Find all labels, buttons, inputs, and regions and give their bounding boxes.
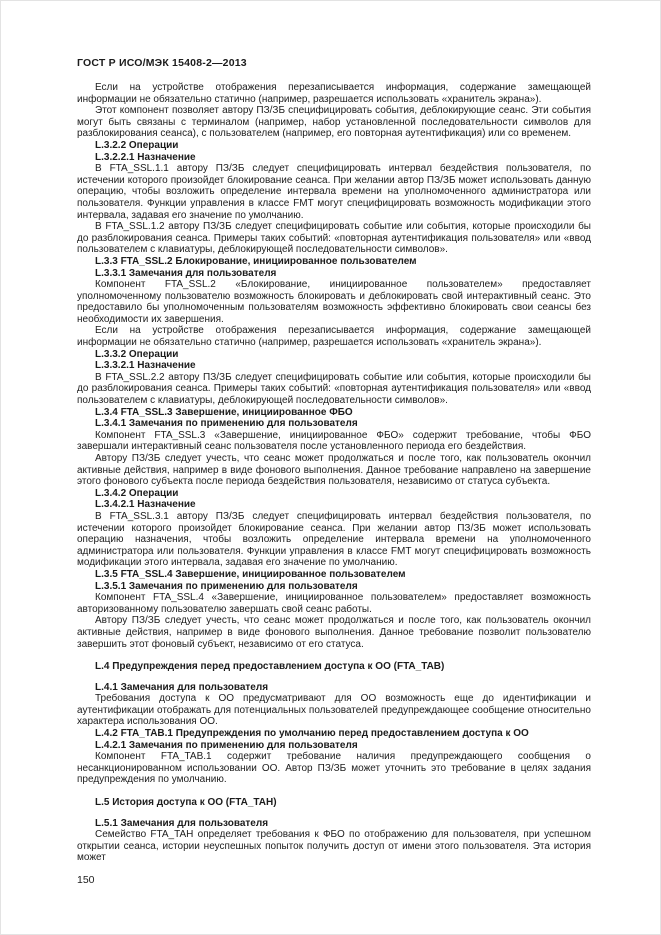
heading: L.3.4.1 Замечания по применению для пользователя bbox=[95, 418, 358, 430]
heading: L.4.2 FTA_TAB.1 Предупреждения по умолчанию перед предоставлением доступа к ОО bbox=[95, 728, 529, 740]
paragraph: В FTA_SSL.1.2 автору ПЗ/ЗБ следует специфицировать событие или события, которые происходили бы до разблокирования сеанса. Примеры таких событий: «повторная аутентификация пользователя» или «ввод пользователем с клавиатуры, деблокирующей последовательности символов». bbox=[77, 221, 591, 256]
paragraph: Если на устройстве отображения перезаписывается информация, содержание замещающей информации не обязательно статично (например, разрешается использовать «хранитель экрана»). bbox=[77, 82, 591, 105]
heading: L.3.2.2 Операции bbox=[95, 139, 179, 151]
heading: L.4.1 Замечания для пользователя bbox=[95, 681, 269, 693]
page-number: 150 bbox=[77, 874, 95, 886]
document-body bbox=[77, 82, 591, 864]
heading: L.3.3.2.1 Назначение bbox=[95, 360, 196, 372]
heading: L.3.4 FTA_SSL.3 Завершение, инициированное ФБО bbox=[95, 406, 353, 418]
paragraph: Автору ПЗ/ЗБ следует учесть, что сеанс может продолжаться и после того, как пользователь окончил активные действия, например в виде фонового выполнения. Данное требование позволит пользователю завершить этот фоновый субъект, независимо от его статуса. bbox=[77, 615, 591, 650]
paragraph: В FTA_SSL.2.2 автору ПЗ/ЗБ следует специфицировать событие или события, которые происходили бы до разблокирования сеанса. Примеры таких событий: «повторная аутентификация пользователя» или «ввод пользователем с клавиатуры, деблокирующей последовательности символов». bbox=[77, 371, 591, 407]
heading: L.4.2.1 Замечания по применению для пользователя bbox=[95, 739, 358, 751]
heading: L.3.2.2.1 Назначение bbox=[95, 151, 196, 163]
paragraph: Если на устройстве отображения перезаписывается информация, содержание замещающей информации не обязательно статично (например, разрешается использовать «хранитель экрана»). bbox=[77, 325, 591, 349]
heading: L.3.3.2 Операции bbox=[95, 348, 179, 360]
heading: L.3.3 FTA_SSL.2 Блокирование, инициированное пользователем bbox=[95, 255, 417, 267]
section-heading: L.5 История доступа к ОО (FTA_TAH) bbox=[95, 797, 277, 809]
paragraph: Этот компонент позволяет автору ПЗ/ЗБ специфицировать события, деблокирующие сеанс. Эти события могут быть связаны с терминалом (например, набор установленной последовательности символов для разблокирования сеанса), с пользователем (например, его повторная аутентификация) или со временем. bbox=[77, 105, 591, 140]
heading: L.3.5.1 Замечания по применению для пользователя bbox=[95, 580, 358, 592]
heading: L.3.3.1 Замечания для пользователя bbox=[95, 267, 277, 279]
document-header: ГОСТ Р ИСО/МЭК 15408-2—2013 bbox=[77, 57, 247, 69]
section-heading: L.4 Предупреждения перед предоставлением доступа к ОО (FTA_TAB) bbox=[95, 661, 445, 673]
paragraph: Семейство FTA_TAH определяет требования к ФБО по отображению для пользователя, при успешном открытии сеанса, истории неуспешных попыток получить доступ от имени этого пользователя. Эта история может bbox=[77, 829, 591, 864]
heading: L.3.4.2 Операции bbox=[95, 487, 179, 499]
paragraph: В FTA_SSL.1.1 автору ПЗ/ЗБ следует специфицировать интервал бездействия пользователя, по истечении которого произойдет блокирование сеанса. При желании автор ПЗ/ЗБ может использовать данную операцию, чтобы возложить определение интервала времени на уполномоченного администратора или пользователя. Функции управления в классе FMT могут специфицировать возможность модификации этого интервала, задавая его значение по умолчанию. bbox=[77, 163, 591, 221]
heading: L.3.5 FTA_SSL.4 Завершение, инициированное пользователем bbox=[95, 568, 406, 580]
heading: L.3.4.2.1 Назначение bbox=[95, 499, 196, 511]
paragraph: Компонент FTA_SSL.4 «Завершение, инициированное пользователем» предоставляет возможность авторизованному пользователю завершать свой сеанс работы. bbox=[77, 592, 591, 615]
paragraph: Компонент FTA_SSL.3 «Завершение, инициированное ФБО» содержит требование, чтобы ФБО завершали интерактивный сеанс пользователя после установленного периода его бездействия. bbox=[77, 429, 591, 453]
paragraph: Требования доступа к ОО предусматривают для ОО возможность еще до идентификации и аутентификации отображать для потенциальных пользователей предупреждающее сообщение относительно характера использования ОО. bbox=[77, 693, 591, 728]
heading: L.5.1 Замечания для пользователя bbox=[95, 817, 269, 829]
paragraph: Автору ПЗ/ЗБ следует учесть, что сеанс может продолжаться и после того, как пользователь окончил активные действия, например в виде фонового выполнения. Данное требование направлено на завершение этого фонового субъекта после периода бездействия пользователя, независимо от статуса субъекта. bbox=[77, 453, 591, 488]
page-content bbox=[77, 57, 591, 864]
paragraph: В FTA_SSL.3.1 автору ПЗ/ЗБ следует специфицировать интервал бездействия пользователя, по истечении которого произойдет блокирование сеанса. При желании автор ПЗ/ЗБ может использовать операцию назначения, чтобы возложить определение интервала времени на уполномоченного администратора или пользователя. Функции управления в классе FMT могут специфицировать возможность модификации этого интервала, задавая его значение по умолчанию. bbox=[77, 510, 591, 569]
paragraph: Компонент FTA_SSL.2 «Блокирование, инициированное пользователем» предоставляет уполномоченному пользователю возможность блокировать и деблокировать свой интерактивный сеанс. Это предоставило бы уполномоченным пользователям возможность эффективно блокировать свои сеансы без необходимости их завершения. bbox=[77, 279, 591, 325]
paragraph: Компонент FTA_TAB.1 содержит требование наличия предупреждающего сообщения о несанкционированном использовании ОО. Автор ПЗ/ЗБ может уточнить это требование в целях задания предупреждения по умолчанию. bbox=[77, 751, 591, 786]
